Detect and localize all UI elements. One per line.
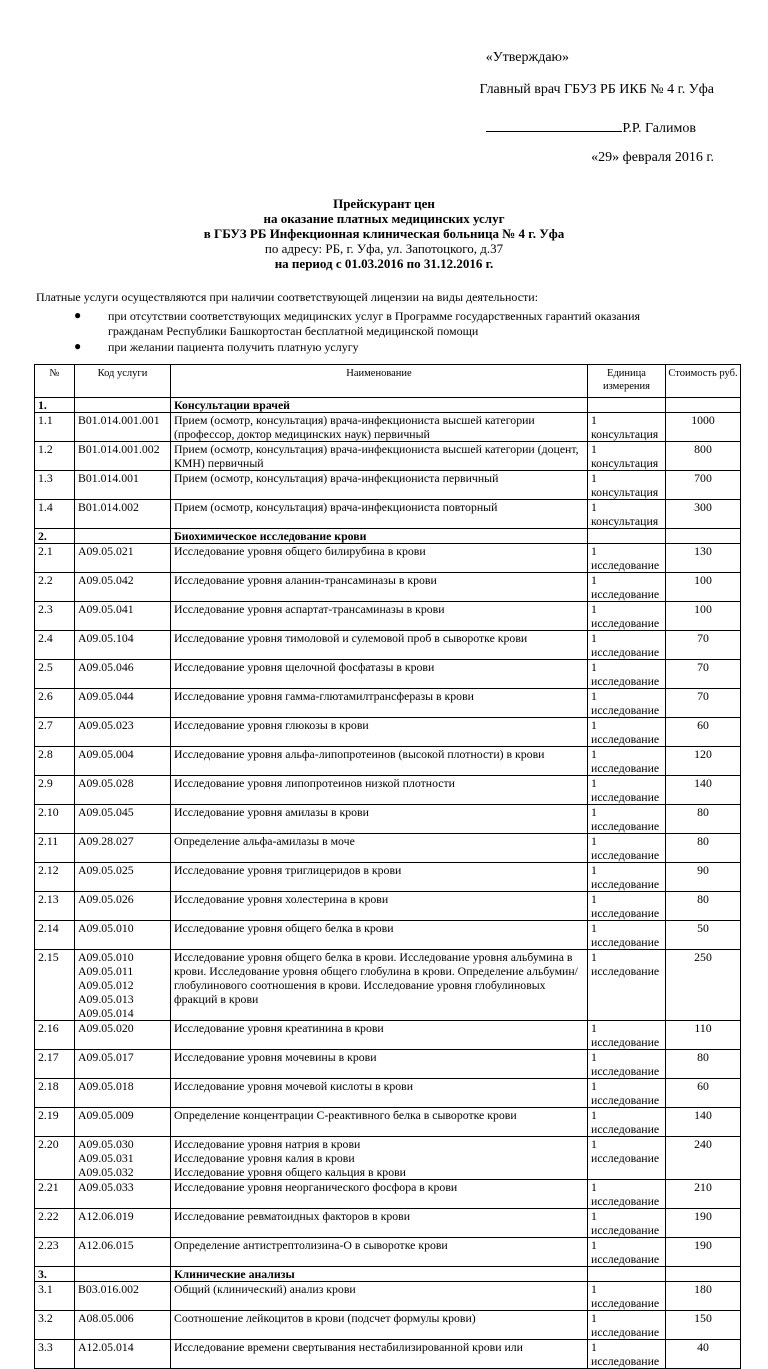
cell-code: A09.05.044	[75, 689, 171, 718]
cell-code: A12.06.019	[75, 1209, 171, 1238]
cell-name: Прием (осмотр, консультация) врача-инфекциониста высшей категории (профессор, доктор медицинских наук) первичный	[171, 413, 588, 442]
cell-code: A09.05.041	[75, 602, 171, 631]
cell-code: A09.05.104	[75, 631, 171, 660]
cell-unit: 1 исследование	[588, 718, 666, 747]
cell-unit: 1 исследование	[588, 1238, 666, 1267]
cell-code: A09.28.027	[75, 834, 171, 863]
table-row	[35, 718, 741, 747]
header-unit: Единица измерения	[588, 365, 666, 398]
cell-name: Исследование уровня общего белка в крови	[171, 921, 588, 950]
cell-code	[75, 1267, 171, 1282]
cell-unit: 1 исследование	[588, 1282, 666, 1311]
price-table	[34, 364, 741, 1369]
table-row	[35, 834, 741, 863]
cell-code: A09.05.009	[75, 1108, 171, 1137]
cell-num: 2.6	[35, 689, 75, 718]
cell-cost: 700	[666, 471, 741, 500]
cell-unit: 1 консультация	[588, 442, 666, 471]
section-row	[35, 398, 741, 413]
cell-num: 1.4	[35, 500, 75, 529]
cell-cost: 50	[666, 921, 741, 950]
price-list-title	[0, 196, 768, 271]
table-row	[35, 863, 741, 892]
cell-name: Исследование уровня щелочной фосфатазы в крови	[171, 660, 588, 689]
table-row	[35, 1137, 741, 1180]
cell-name: Исследование уровня холестерина в крови	[171, 892, 588, 921]
cell-num: 2.7	[35, 718, 75, 747]
cell-cost: 1000	[666, 413, 741, 442]
table-row	[35, 631, 741, 660]
approval-date: «29» февраля 2016 г.	[591, 150, 714, 165]
cell-cost: 80	[666, 834, 741, 863]
table-row	[35, 413, 741, 442]
cell-code: B03.016.002	[75, 1282, 171, 1311]
cell-unit: 1 исследование	[588, 892, 666, 921]
cell-cost: 70	[666, 660, 741, 689]
cell-num: 3.1	[35, 1282, 75, 1311]
cell-cost: 130	[666, 544, 741, 573]
cell-name: Исследование ревматоидных факторов в крови	[171, 1209, 588, 1238]
signature-name: Р.Р. Галимов	[622, 121, 696, 136]
table-row	[35, 544, 741, 573]
cell-cost: 110	[666, 1021, 741, 1050]
cell-code: A09.05.010 A09.05.011 A09.05.012 A09.05.013 A09.05.014	[75, 950, 171, 1021]
cell-num: 3.3	[35, 1340, 75, 1369]
cell-cost: 40	[666, 1340, 741, 1369]
cell-num: 2.9	[35, 776, 75, 805]
cell-name: Прием (осмотр, консультация) врача-инфекциониста высшей категории (доцент, КМН) первичный	[171, 442, 588, 471]
cell-name: Исследование уровня общего билирубина в крови	[171, 544, 588, 573]
cell-num: 2.15	[35, 950, 75, 1021]
cell-code: A08.05.006	[75, 1311, 171, 1340]
section-row	[35, 1267, 741, 1282]
cell-num: 2.12	[35, 863, 75, 892]
cell-name: Биохимическое исследование крови	[171, 529, 588, 544]
cell-code: A09.05.004	[75, 747, 171, 776]
cell-unit: 1 консультация	[588, 413, 666, 442]
cell-name: Клинические анализы	[171, 1267, 588, 1282]
table-row	[35, 1282, 741, 1311]
cell-unit: 1 исследование	[588, 1340, 666, 1369]
cell-name: Исследование уровня аланин-трансаминазы в крови	[171, 573, 588, 602]
header-name: Наименование	[171, 365, 588, 398]
bullet-dot-icon: ●	[74, 308, 82, 322]
table-header-row	[35, 365, 741, 398]
cell-name: Исследование уровня триглицеридов в крови	[171, 863, 588, 892]
cell-cost: 140	[666, 1108, 741, 1137]
approval-position: Главный врач ГБУЗ РБ ИКБ № 4 г. Уфа	[479, 82, 714, 97]
cell-num: 2.20	[35, 1137, 75, 1180]
intro-text: Платные услуги осуществляются при наличии соответствующей лицензии на виды деятельности:	[36, 290, 539, 304]
cell-unit: 1 исследование	[588, 1021, 666, 1050]
cell-unit	[588, 529, 666, 544]
table-row	[35, 1180, 741, 1209]
cell-unit: 1 исследование	[588, 863, 666, 892]
table-row	[35, 1021, 741, 1050]
cell-num: 2.3	[35, 602, 75, 631]
cell-code: A09.05.018	[75, 1079, 171, 1108]
cell-num: 2.17	[35, 1050, 75, 1079]
table-row	[35, 500, 741, 529]
signature-line	[486, 118, 696, 137]
title-period: на период с 01.03.2016 по 31.12.2016 г.	[274, 256, 494, 271]
cell-unit: 1 исследование	[588, 602, 666, 631]
cell-unit: 1 исследование	[588, 1108, 666, 1137]
cell-cost: 100	[666, 573, 741, 602]
table-row	[35, 1108, 741, 1137]
cell-code: A09.05.028	[75, 776, 171, 805]
cell-unit: 1 исследование	[588, 689, 666, 718]
cell-code: A09.05.030 A09.05.031 A09.05.032	[75, 1137, 171, 1180]
cell-name: Прием (осмотр, консультация) врача-инфекциониста первичный	[171, 471, 588, 500]
cell-code: B01.014.002	[75, 500, 171, 529]
header-code: Код услуги	[75, 365, 171, 398]
cell-name: Исследование уровня аспартат-трансаминазы в крови	[171, 602, 588, 631]
table-row	[35, 892, 741, 921]
cell-code: B01.014.001.002	[75, 442, 171, 471]
table-row	[35, 921, 741, 950]
cell-unit: 1 исследование	[588, 921, 666, 950]
cell-num: 3.2	[35, 1311, 75, 1340]
cell-name: Определение концентрации С-реактивного белка в сыворотке крови	[171, 1108, 588, 1137]
cell-code: A09.05.023	[75, 718, 171, 747]
cell-num: 2.18	[35, 1079, 75, 1108]
table-row	[35, 1340, 741, 1369]
cell-code: A12.05.014	[75, 1340, 171, 1369]
cell-code	[75, 398, 171, 413]
title-address: по адресу: РБ, г. Уфа, ул. Запотоцкого, д.37	[264, 241, 504, 256]
cell-name: Исследование уровня общего белка в крови. Исследование уровня альбумина в крови. Исследование уровня общего глобулина в крови. Определение альбумин/глобулинового соотношения в крови. Исследование уровня глобулиновых фракций в крови	[171, 950, 588, 1021]
cell-unit: 1 исследование	[588, 1180, 666, 1209]
cell-code: A12.06.015	[75, 1238, 171, 1267]
cell-code: A09.05.017	[75, 1050, 171, 1079]
table-row	[35, 1238, 741, 1267]
cell-code: A09.05.010	[75, 921, 171, 950]
cell-cost: 80	[666, 1050, 741, 1079]
cell-cost	[666, 398, 741, 413]
title-line-3: в ГБУЗ РБ Инфекционная клиническая больница № 4 г. Уфа	[203, 226, 565, 241]
section-row	[35, 529, 741, 544]
cell-unit: 1 исследование	[588, 573, 666, 602]
cell-cost: 210	[666, 1180, 741, 1209]
title-line-1: Прейскурант цен	[333, 196, 435, 211]
cell-cost: 240	[666, 1137, 741, 1180]
cell-code	[75, 529, 171, 544]
cell-name: Исследование уровня амилазы в крови	[171, 805, 588, 834]
table-row	[35, 1209, 741, 1238]
cell-num: 2.22	[35, 1209, 75, 1238]
cell-cost: 120	[666, 747, 741, 776]
table-row	[35, 573, 741, 602]
cell-unit: 1 исследование	[588, 1079, 666, 1108]
table-row	[35, 471, 741, 500]
cell-name: Исследование уровня липопротеинов низкой плотности	[171, 776, 588, 805]
table-row	[35, 1311, 741, 1340]
cell-code: B01.014.001	[75, 471, 171, 500]
cell-name: Исследование времени свертывания нестабилизированной крови или	[171, 1340, 588, 1369]
cell-cost: 250	[666, 950, 741, 1021]
cell-num: 2.23	[35, 1238, 75, 1267]
cell-num: 2.21	[35, 1180, 75, 1209]
cell-num: 2.19	[35, 1108, 75, 1137]
table-row	[35, 1079, 741, 1108]
cell-name: Исследование уровня гамма-глютамилтрансферазы в крови	[171, 689, 588, 718]
cell-num: 2.13	[35, 892, 75, 921]
cell-num: 1.3	[35, 471, 75, 500]
cell-cost: 90	[666, 863, 741, 892]
cell-code: A09.05.020	[75, 1021, 171, 1050]
cell-cost: 100	[666, 602, 741, 631]
cell-name: Исследование уровня натрия в крови Исследование уровня калия в крови Исследование уровня общего кальция в крови	[171, 1137, 588, 1180]
cell-code: A09.05.033	[75, 1180, 171, 1209]
cell-num: 1.1	[35, 413, 75, 442]
cell-cost: 150	[666, 1311, 741, 1340]
cell-num: 2.4	[35, 631, 75, 660]
cell-unit: 1 исследование	[588, 631, 666, 660]
cell-num: 1.	[35, 398, 75, 413]
cell-unit: 1 консультация	[588, 471, 666, 500]
cell-code: A09.05.042	[75, 573, 171, 602]
cell-num: 2.16	[35, 1021, 75, 1050]
cell-num: 1.2	[35, 442, 75, 471]
cell-cost: 190	[666, 1238, 741, 1267]
table-row	[35, 689, 741, 718]
cell-name: Определение альфа-амилазы в моче	[171, 834, 588, 863]
table-row	[35, 602, 741, 631]
cell-num: 2.11	[35, 834, 75, 863]
cell-num: 2.10	[35, 805, 75, 834]
header-num: №	[35, 365, 75, 398]
table-row	[35, 660, 741, 689]
cell-cost: 80	[666, 805, 741, 834]
header-cost: Стоимость руб.	[666, 365, 741, 398]
signature-blank	[486, 118, 622, 132]
cell-name: Исследование уровня глюкозы в крови	[171, 718, 588, 747]
cell-num: 2.8	[35, 747, 75, 776]
cell-cost: 70	[666, 689, 741, 718]
bullet-text: при желании пациента получить платную услугу	[108, 340, 359, 354]
cell-unit: 1 исследование	[588, 660, 666, 689]
bullet-dot-icon: ●	[74, 339, 82, 353]
cell-cost: 190	[666, 1209, 741, 1238]
cell-code: A09.05.046	[75, 660, 171, 689]
cell-unit: 1 исследование	[588, 834, 666, 863]
cell-unit: 1 консультация	[588, 500, 666, 529]
cell-name: Исследование уровня неорганического фосфора в крови	[171, 1180, 588, 1209]
cell-cost	[666, 529, 741, 544]
cell-unit: 1 исследование	[588, 1137, 666, 1180]
cell-code: B01.014.001.001	[75, 413, 171, 442]
table-row	[35, 776, 741, 805]
cell-cost: 80	[666, 892, 741, 921]
cell-num: 2.	[35, 529, 75, 544]
table-row	[35, 747, 741, 776]
table-row	[35, 1050, 741, 1079]
cell-code: A09.05.025	[75, 863, 171, 892]
cell-unit: 1 исследование	[588, 747, 666, 776]
cell-name: Исследование уровня мочевины в крови	[171, 1050, 588, 1079]
cell-num: 2.14	[35, 921, 75, 950]
cell-cost: 60	[666, 1079, 741, 1108]
cell-cost: 800	[666, 442, 741, 471]
cell-unit: 1 исследование	[588, 776, 666, 805]
cell-name: Исследование уровня альфа-липопротеинов (высокой плотности) в крови	[171, 747, 588, 776]
title-line-2: на оказание платных медицинских услуг	[263, 211, 505, 226]
cell-name: Консультации врачей	[171, 398, 588, 413]
cell-code: A09.05.045	[75, 805, 171, 834]
table-row	[35, 950, 741, 1021]
cell-code: A09.05.021	[75, 544, 171, 573]
cell-unit: 1 исследование	[588, 1209, 666, 1238]
cell-name: Исследование уровня тимоловой и сулемовой проб в сыворотке крови	[171, 631, 588, 660]
cell-num: 3.	[35, 1267, 75, 1282]
cell-cost: 140	[666, 776, 741, 805]
cell-num: 2.1	[35, 544, 75, 573]
cell-name: Соотношение лейкоцитов в крови (подсчет формулы крови)	[171, 1311, 588, 1340]
cell-unit: 1 исследование	[588, 805, 666, 834]
cell-code: A09.05.026	[75, 892, 171, 921]
bullet-text: при отсутствии соответствующих медицинских услуг в Программе государственных гарантий оказания гражданам Республики Башкортостан бесплатной медицинской помощи	[108, 309, 641, 338]
cell-name: Прием (осмотр, консультация) врача-инфекциониста повторный	[171, 500, 588, 529]
cell-num: 2.2	[35, 573, 75, 602]
cell-name: Определение антистрептолизина-О в сыворотке крови	[171, 1238, 588, 1267]
cell-cost: 300	[666, 500, 741, 529]
cell-name: Исследование уровня мочевой кислоты в крови	[171, 1079, 588, 1108]
table-row	[35, 442, 741, 471]
cell-name: Исследование уровня креатинина в крови	[171, 1021, 588, 1050]
cell-unit: 1 исследование	[588, 1311, 666, 1340]
cell-unit: 1 исследование	[588, 544, 666, 573]
cell-cost: 70	[666, 631, 741, 660]
cell-unit: 1 исследование	[588, 1050, 666, 1079]
approval-heading: «Утверждаю»	[485, 50, 569, 65]
cell-unit	[588, 1267, 666, 1282]
cell-unit: 1 исследование	[588, 950, 666, 1021]
cell-unit	[588, 398, 666, 413]
cell-cost	[666, 1267, 741, 1282]
cell-cost: 180	[666, 1282, 741, 1311]
cell-cost: 60	[666, 718, 741, 747]
cell-name: Общий (клинический) анализ крови	[171, 1282, 588, 1311]
cell-num: 2.5	[35, 660, 75, 689]
table-row	[35, 805, 741, 834]
